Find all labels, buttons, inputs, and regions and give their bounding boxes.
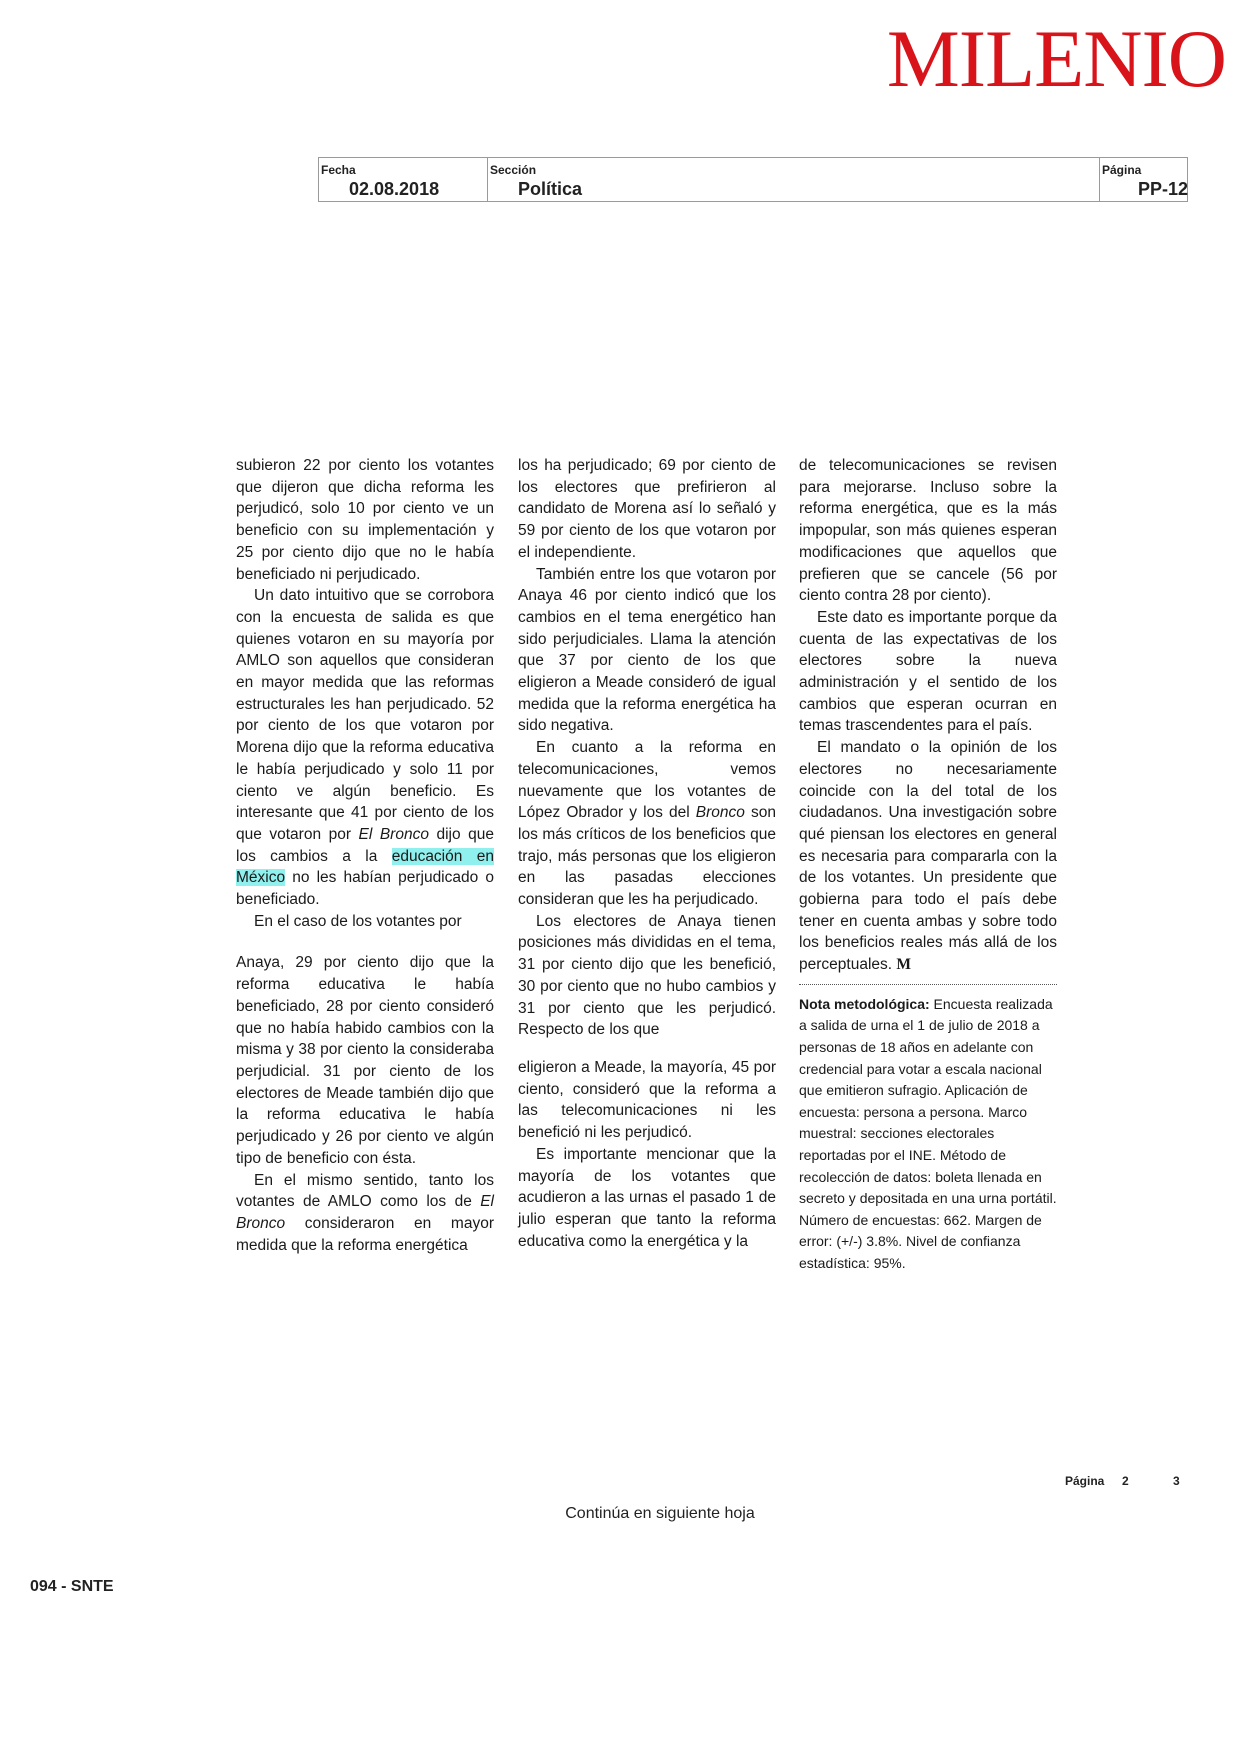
article-column-2 [518,455,776,1252]
paragraph: eligieron a Meade, la mayoría, 45 por ciento, consideró que la reforma a las telecomunicaciones ni les benefició ni les perjudicó. [518,1058,776,1142]
paragraph [236,585,494,911]
text-run: Un dato intuitivo que se corrobora con la encuesta de salida es que quienes votaron en su mayoría por AMLO son aquellos que consideran en mayor medida que las reformas estructurales les han perjudicado. 52 por ciento de los que votaron por Morena dijo que la reforma educativa le había perjudicado y solo 11 por ciento ve algún beneficio. Es interesante que 41 por ciento de los que votaron por [236,587,494,843]
paragraph [518,737,776,911]
text-run: En el mismo sentido, tanto los votantes de AMLO como los de [236,1171,494,1211]
text-run: En cuanto a la reforma en telecomunicaciones, vemos nuevamente que los votantes de López Obrador y los del [518,739,776,822]
document-code: 094 - SNTE [30,1578,114,1595]
column-gap [518,1041,776,1057]
pagina-label: Página [1102,163,1142,177]
fecha-value: 02.08.2018 [349,179,440,199]
pagination-total: 3 [1173,1474,1180,1488]
methodology-label: Nota metodológica: [799,995,930,1012]
paragraph [236,1170,494,1257]
methodology-text: Encuesta realizada a salida de urna el 1 de julio de 2018 a personas de 18 años en adelante con credencial para votar a escala nacional que emitieron sufragio. Aplicación de encuesta: persona a persona. Marco muestral: secciones electorales reportadas por el INE. Método de recolección de datos: boleta llenada en secreto y depositada en una urna portátil. Número de encuestas: 662. Margen de error: (+/-) 3.8%. Nivel de confianza estadística: 95%. [799,995,1057,1271]
article-column-3 [799,455,1057,1275]
highlighted-text: educación en México [236,847,494,887]
continued-note: Continúa en siguiente hoja [565,1505,755,1522]
seccion-cell [487,158,1108,201]
paragraph: de telecomunicaciones se revisen para mejorarse. Incluso sobre la reforma energética, que es la más impopular, son más quienes esperan modificaciones que aquellos que prefieren que se cancele (56 por ciento contra 28 por ciento). [799,457,1057,605]
pagina-cell [1099,158,1190,201]
fecha-cell [319,158,487,201]
text-run-italic: El Bronco [236,1193,494,1232]
text-run-italic: El Bronco [358,825,429,843]
pagination-current: 2 [1122,1474,1129,1488]
pagination-label: Página [1065,1474,1105,1488]
metadata-header [318,157,1188,202]
methodology-note [799,994,1057,1275]
text-run-italic: Bronco [695,804,745,822]
paragraph: Es importante mencionar que la mayoría de los votantes que acudieron a las urnas el pasado 1 de julio esperan que tanto la reforma educativa como la energética y la [518,1145,776,1250]
seccion-label: Sección [490,163,537,177]
paragraph: En el caso de los votantes por [254,912,462,930]
paragraph [799,737,1057,976]
fecha-label: Fecha [321,163,356,177]
paragraph: los ha perjudicado; 69 por ciento de los electores que prefirieron al candidato de Morena así lo señaló y 59 por ciento de los que votaron por el independiente. [518,457,776,561]
paragraph: Este dato es importante porque da cuenta de las expectativas de los electores sobre la nueva administración y el sentido de los cambios que esperan ocurran en temas trascendentes para el país. [799,608,1057,735]
text-run: consideraron en mayor medida que la reforma energética [236,1214,494,1254]
paragraph: Anaya, 29 por ciento dijo que la reforma educativa le había beneficiado, 28 por ciento consideró que no había habido cambios con la misma y 38 por ciento la consideraba perjudicial. 31 por ciento de los electores de Meade también dijo que la reforma educativa le había perjudicado y 26 por ciento ve algún tipo de beneficio con ésta. [236,954,494,1167]
seccion-value: Política [518,179,583,199]
paragraph: También entre los que votaron por Anaya 46 por ciento indicó que los cambios en el tema energético han sido perjudiciales. Llama la atención que 37 por ciento de los que eligieron a Meade consideró de igual medida que la reforma energética ha sido negativa. [518,565,776,735]
dotted-divider [799,984,1057,985]
milenio-logo: MILENIO [886,13,1226,104]
text-run: El mandato o la opinión de los electores no necesariamente coincide con la del total de los ciudadanos. Una investigación sobre qué piensan los electores en general es necesaria para compararla con la de los votantes. Un presidente que gobierna para todo el país debe tener en cuenta ambas y sobre todo los beneficios reales más allá de los perceptuales. [799,739,1057,974]
pagina-value: PP-12 [1137,179,1188,199]
article-column-1 [236,455,494,1256]
paragraph: subieron 22 por ciento los votantes que dijeron que dicha reforma les perjudicó, solo 10 por ciento ve un beneficio con su implementación y 25 por ciento dijo que no le había beneficiado ni perjudicado. [236,457,494,583]
text-run: no les habían perjudicado o beneficiado. [236,869,494,909]
text-run: son los más críticos de los beneficios que trajo, más personas que los eligieron en las pasadas elecciones consideran que les ha perjudicado. [518,804,776,909]
text-run: dijo que los cambios a la [236,825,494,865]
column-gap [236,932,494,952]
milenio-end-mark-icon: M [896,956,912,974]
paragraph: Los electores de Anaya tienen posiciones más divididas en el tema, 31 por ciento dijo que les benefició, 30 por ciento que no hubo cambios y 31 por ciento que les perjudicó. Respecto de los que [518,912,776,1039]
